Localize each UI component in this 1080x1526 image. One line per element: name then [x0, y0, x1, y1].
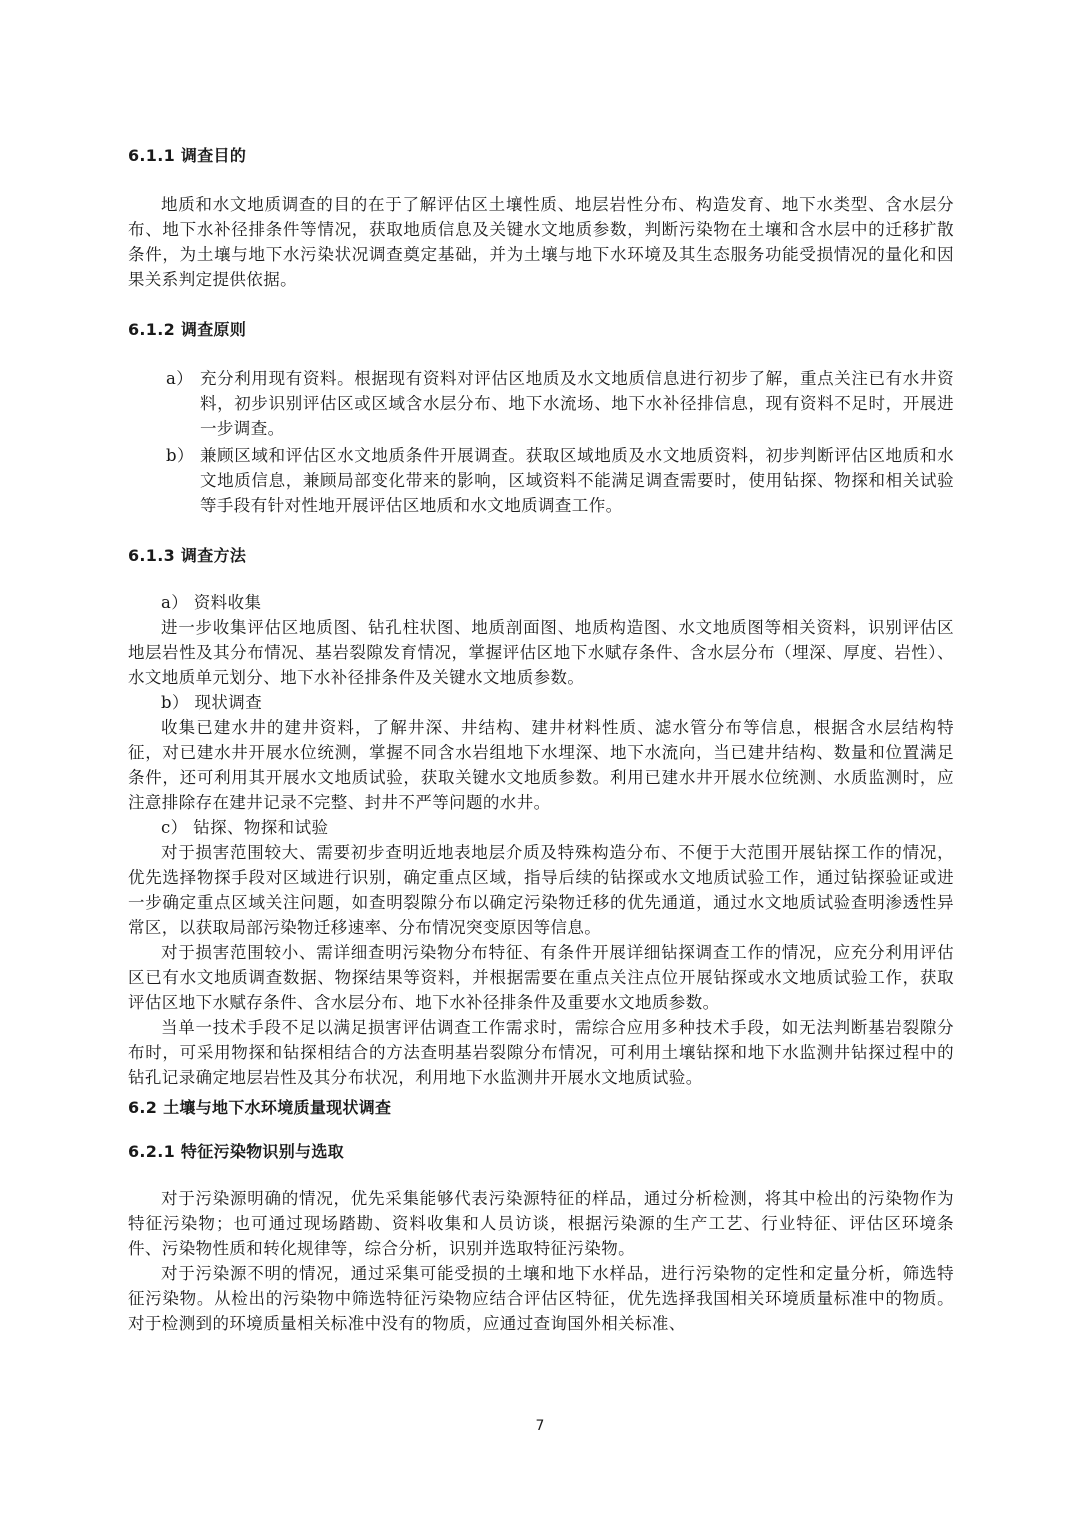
paragraph-combined-methods: 当单一技术手段不足以满足损害评估调查工作需求时，需综合应用多种技术手段，如无法判断基岩裂隙分布时，可采用物探和钻探相结合的方法查明基岩裂隙分布情况，可利用土壤钻探和地下水监测井钻探过程中的钻孔记录确定地层岩性及其分布状况，利用地下水监测井开展水文地质试验。	[128, 1018, 954, 1087]
section-heading-6-1-2: 6.1.2 调查原则	[128, 320, 247, 339]
paragraph-status-survey: 收集已建水井的建井资料，了解井深、井结构、建井材料性质、滤水管分布等信息，根据含水层结构特征，对已建水井开展水位统测，掌握不同含水岩组地下水埋深、地下水流向，当已建井结构、数量和位置满足条件，还可利用其开展水文地质试验，获取关键水文地质参数。利用已建水井开展水位统测、水质监测时，应注意排除存在建井记录不完整、封井不严等问题的水井。	[128, 718, 954, 812]
list-marker-b: b）	[166, 446, 194, 465]
section-heading-6-2: 6.2 土壤与地下水环境质量现状调查	[128, 1098, 392, 1117]
list-item-text: 充分利用现有资料。根据现有资料对评估区地质及水文地质信息进行初步了解，重点关注已有水井资料，初步识别评估区或区域含水层分布、地下水流场、地下水补径排信息，现有资料不足时，开展进一步调查。	[200, 369, 954, 438]
section-heading-6-1-1: 6.1.1 调查目的	[128, 146, 247, 165]
list-item-principle-b	[128, 443, 954, 518]
paragraph-unknown-source: 对于污染源不明的情况，通过采集可能受损的土壤和地下水样品，进行污染物的定性和定量分析，筛选特征污染物。从检出的污染物中筛选特征污染物应结合评估区特征，优先选择我国相关环境质量标准中的物质。对于检测到的环境质量相关标准中没有的物质，应通过查询国外相关标准、	[128, 1264, 954, 1333]
paragraph-known-source: 对于污染源明确的情况，优先采集能够代表污染源特征的样品，通过分析检测，将其中检出的污染物作为特征污染物；也可通过现场踏勘、资料收集和人员访谈，根据污染源的生产工艺、行业特征、评估区环境条件、污染物性质和转化规律等，综合分析，识别并选取特征污染物。	[128, 1189, 954, 1258]
list-marker-a: a）	[166, 369, 194, 388]
document-page	[128, 138, 954, 1336]
paragraph-drilling-large-area: 对于损害范围较大、需要初步查明近地表地层介质及特殊构造分布、不便于大范围开展钻探工作的情况，优先选择物探手段对区域进行识别，确定重点区域，指导后续的钻探或水文地质试验工作，通过钻探验证或进一步确定重点区域关注问题，如查明裂隙分布以确定污染物迁移的优先通道，通过水文地质试验查明渗透性异常区，以获取局部污染物迁移速率、分布情况突变原因等信息。	[128, 843, 954, 937]
page-number: 7	[535, 1418, 545, 1434]
paragraph-data-collection: 进一步收集评估区地质图、钻孔柱状图、地质剖面图、地质构造图、水文地质图等相关资料，识别评估区地层岩性及其分布情况、基岩裂隙发育情况，掌握评估区地下水赋存条件、含水层分布（埋深、厚度、岩性）、水文地质单元划分、地下水补径排条件及关键水文地质参数。	[128, 618, 954, 687]
paragraph-drilling-small-area: 对于损害范围较小、需详细查明污染物分布特征、有条件开展详细钻探调查工作的情况，应充分利用评估区已有水文地质调查数据、物探结果等资料，并根据需要在重点关注点位开展钻探或水文地质试验工作，获取评估区地下水赋存条件、含水层分布、地下水补径排条件及重要水文地质参数。	[128, 943, 954, 1012]
section-heading-6-1-3: 6.1.3 调查方法	[128, 546, 247, 565]
list-item-text: 兼顾区域和评估区水文地质条件开展调查。获取区域地质及水文地质资料，初步判断评估区地质和水文地质信息，兼顾局部变化带来的影响，区域资料不能满足调查需要时，使用钻探、物探和相关试验等手段有针对性地开展评估区地质和水文地质调查工作。	[200, 446, 954, 515]
subheading-data-collection: a） 资料收集	[161, 593, 262, 612]
section-heading-6-2-1: 6.2.1 特征污染物识别与选取	[128, 1142, 344, 1161]
subheading-status-survey: b） 现状调查	[161, 693, 263, 712]
paragraph-survey-purpose: 地质和水文地质调查的目的在于了解评估区土壤性质、地层岩性分布、构造发育、地下水类型、含水层分布、地下水补径排条件等情况，获取地质信息及关键水文地质参数，判断污染物在土壤和含水层中的迁移扩散条件，为土壤与地下水污染状况调查奠定基础，并为土壤与地下水环境及其生态服务功能受损情况的量化和因果关系判定提供依据。	[128, 195, 954, 289]
subheading-drilling-geophysics: c） 钻探、物探和试验	[161, 818, 329, 837]
list-item-principle-a	[128, 366, 954, 441]
